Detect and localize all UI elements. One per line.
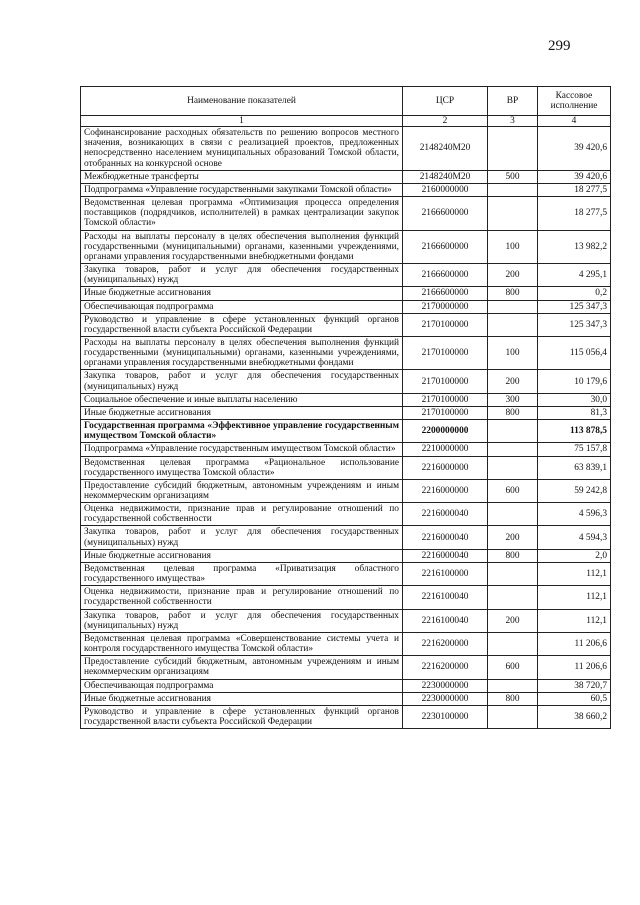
row-sum-cell: 0,2 (538, 287, 611, 300)
row-sum-cell: 10 179,6 (538, 370, 611, 393)
row-csr-cell: 2170100000 (403, 393, 488, 406)
row-csr-cell: 2200000000 (403, 420, 488, 443)
table-row (81, 393, 611, 406)
table-row (81, 264, 611, 287)
row-vr-cell (488, 503, 538, 526)
row-name-cell: Закупка товаров, работ и услуг для обеспечения государственных (муниципальных) нужд (81, 264, 403, 287)
row-sum-cell: 63 839,1 (538, 456, 611, 479)
row-sum-cell: 39 420,6 (538, 170, 611, 183)
row-vr-cell: 500 (488, 170, 538, 183)
table-row (81, 313, 611, 336)
header-cash-execution: Кассовое исполнение (538, 87, 611, 116)
row-sum-cell: 113 878,5 (538, 420, 611, 443)
table-row (81, 609, 611, 632)
row-csr-cell: 2166600000 (403, 264, 488, 287)
row-csr-cell: 2160000000 (403, 183, 488, 196)
row-vr-cell: 200 (488, 609, 538, 632)
row-name-cell: Подпрограмма «Управление государственными закупками Томской области» (81, 183, 403, 196)
row-name-cell: Ведомственная целевая программа «Приватизация областного государственного имущества» (81, 562, 403, 585)
row-name-cell: Иные бюджетные ассигнования (81, 692, 403, 705)
row-vr-cell (488, 679, 538, 692)
row-name-cell: Межбюджетные трансферты (81, 170, 403, 183)
col-number: 3 (488, 116, 538, 127)
row-vr-cell (488, 197, 538, 230)
table-row (81, 632, 611, 655)
header-csr: ЦСР (403, 87, 488, 116)
col-number: 2 (403, 116, 488, 127)
table-row (81, 526, 611, 549)
row-name-cell: Оценка недвижимости, признание прав и регулирование отношений по государственной собственности (81, 586, 403, 609)
row-vr-cell: 600 (488, 479, 538, 502)
row-vr-cell (488, 443, 538, 456)
table-body (81, 127, 611, 729)
row-csr-cell: 2210000000 (403, 443, 488, 456)
row-vr-cell: 200 (488, 264, 538, 287)
row-name-cell: Ведомственная целевая программа «Рациональное использование государственного имущества Томской области» (81, 456, 403, 479)
table-row (81, 406, 611, 419)
row-vr-cell (488, 420, 538, 443)
row-csr-cell: 2216100040 (403, 609, 488, 632)
table-row (81, 420, 611, 443)
row-vr-cell: 800 (488, 549, 538, 562)
row-sum-cell: 39 420,6 (538, 127, 611, 171)
col-number: 1 (81, 116, 403, 127)
row-name-cell: Расходы на выплаты персоналу в целях обеспечения выполнения функций государственными (муниципальными) органами, казенными учреждениями, органами управления государственными внебюджетными фондами (81, 336, 403, 369)
row-sum-cell: 115 056,4 (538, 336, 611, 369)
row-sum-cell: 38 720,7 (538, 679, 611, 692)
row-name-cell: Закупка товаров, работ и услуг для обеспечения государственных (муниципальных) нужд (81, 609, 403, 632)
row-sum-cell: 60,5 (538, 692, 611, 705)
row-sum-cell: 4 295,1 (538, 264, 611, 287)
row-name-cell: Руководство и управление в сфере установленных функций органов государственной власти субъекта Российской Федерации (81, 313, 403, 336)
row-csr-cell: 2170100000 (403, 370, 488, 393)
table-row (81, 692, 611, 705)
row-sum-cell: 125 347,3 (538, 300, 611, 313)
row-vr-cell: 200 (488, 526, 538, 549)
row-vr-cell: 800 (488, 692, 538, 705)
row-csr-cell: 2170100000 (403, 336, 488, 369)
row-vr-cell (488, 705, 538, 728)
table-row (81, 562, 611, 585)
row-csr-cell: 2216100000 (403, 562, 488, 585)
row-sum-cell: 30,0 (538, 393, 611, 406)
header-indicator-name: Наименование показателей (81, 87, 403, 116)
table-header-row (81, 87, 611, 116)
row-csr-cell: 2216000040 (403, 526, 488, 549)
row-name-cell: Обеспечивающая подпрограмма (81, 300, 403, 313)
row-vr-cell (488, 632, 538, 655)
row-sum-cell: 112,1 (538, 562, 611, 585)
row-csr-cell: 2170100000 (403, 406, 488, 419)
row-vr-cell (488, 127, 538, 171)
table-row (81, 586, 611, 609)
row-vr-cell (488, 562, 538, 585)
row-name-cell: Предоставление субсидий бюджетным, автономным учреждениям и иным некоммерческим организациям (81, 479, 403, 502)
row-sum-cell: 38 660,2 (538, 705, 611, 728)
row-sum-cell: 13 982,2 (538, 230, 611, 263)
row-csr-cell: 2166600000 (403, 287, 488, 300)
row-sum-cell: 4 594,3 (538, 526, 611, 549)
row-name-cell: Ведомственная целевая программа «Совершенствование системы учета и контроля государственного имущества Томской области» (81, 632, 403, 655)
row-sum-cell: 81,3 (538, 406, 611, 419)
row-csr-cell: 2230100000 (403, 705, 488, 728)
page-number: 299 (548, 38, 571, 54)
header-vr: ВР (488, 87, 538, 116)
row-name-cell: Расходы на выплаты персоналу в целях обеспечения выполнения функций государственными (муниципальными) органами, казенными учреждениями, органами управления государственными внебюджетными фондами (81, 230, 403, 263)
row-vr-cell: 800 (488, 406, 538, 419)
row-name-cell: Государственная программа «Эффективное управление государственным имуществом Томской области» (81, 420, 403, 443)
row-csr-cell: 2170100000 (403, 313, 488, 336)
row-csr-cell: 2216200000 (403, 656, 488, 679)
row-csr-cell: 2216000000 (403, 456, 488, 479)
table-row (81, 170, 611, 183)
row-sum-cell: 2,0 (538, 549, 611, 562)
row-vr-cell (488, 586, 538, 609)
row-name-cell: Иные бюджетные ассигнования (81, 406, 403, 419)
row-sum-cell: 59 242,8 (538, 479, 611, 502)
row-csr-cell: 2216000040 (403, 503, 488, 526)
row-name-cell: Иные бюджетные ассигнования (81, 287, 403, 300)
budget-execution-table (80, 86, 611, 729)
table-row (81, 127, 611, 171)
column-number-row (81, 116, 611, 127)
col-number: 4 (538, 116, 611, 127)
table-row (81, 679, 611, 692)
row-vr-cell: 200 (488, 370, 538, 393)
table-row (81, 549, 611, 562)
table-row (81, 370, 611, 393)
row-csr-cell: 2148240M20 (403, 127, 488, 171)
row-sum-cell: 75 157,8 (538, 443, 611, 456)
row-vr-cell: 800 (488, 287, 538, 300)
row-sum-cell: 11 206,6 (538, 632, 611, 655)
table-row (81, 456, 611, 479)
row-vr-cell: 100 (488, 336, 538, 369)
row-csr-cell: 2230000000 (403, 692, 488, 705)
row-sum-cell: 18 277,5 (538, 197, 611, 230)
row-sum-cell: 4 596,3 (538, 503, 611, 526)
table-row (81, 336, 611, 369)
row-csr-cell: 2148240M20 (403, 170, 488, 183)
table-row (81, 300, 611, 313)
row-name-cell: Оценка недвижимости, признание прав и регулирование отношений по государственной собственности (81, 503, 403, 526)
row-name-cell: Подпрограмма «Управление государственным имуществом Томской области» (81, 443, 403, 456)
row-csr-cell: 2166600000 (403, 230, 488, 263)
row-csr-cell: 2216200000 (403, 632, 488, 655)
table-row (81, 287, 611, 300)
row-csr-cell: 2170000000 (403, 300, 488, 313)
table-row (81, 705, 611, 728)
table-row (81, 230, 611, 263)
table-row (81, 656, 611, 679)
row-name-cell: Ведомственная целевая программа «Оптимизация процесса определения поставщиков (подрядчиков, исполнителей) в рамках централизации закупок Томской области» (81, 197, 403, 230)
row-sum-cell: 125 347,3 (538, 313, 611, 336)
row-name-cell: Софинансирование расходных обязательств по решению вопросов местного значения, возникающих в связи с реализацией проектов, предложенных непосредственно населением муниципальных образований Томской области, отобранных на конкурсной основе (81, 127, 403, 171)
row-vr-cell (488, 456, 538, 479)
table-row (81, 197, 611, 230)
row-vr-cell (488, 300, 538, 313)
row-sum-cell: 11 206,6 (538, 656, 611, 679)
row-sum-cell: 18 277,5 (538, 183, 611, 196)
table-row (81, 479, 611, 502)
row-name-cell: Обеспечивающая подпрограмма (81, 679, 403, 692)
row-name-cell: Предоставление субсидий бюджетным, автономным учреждениям и иным некоммерческим организациям (81, 656, 403, 679)
row-name-cell: Закупка товаров, работ и услуг для обеспечения государственных (муниципальных) нужд (81, 370, 403, 393)
row-vr-cell: 600 (488, 656, 538, 679)
row-csr-cell: 2230000000 (403, 679, 488, 692)
row-name-cell: Иные бюджетные ассигнования (81, 549, 403, 562)
row-vr-cell (488, 313, 538, 336)
row-vr-cell: 300 (488, 393, 538, 406)
row-csr-cell: 2216000040 (403, 549, 488, 562)
table-row (81, 503, 611, 526)
table-row (81, 183, 611, 196)
row-vr-cell (488, 183, 538, 196)
row-vr-cell: 100 (488, 230, 538, 263)
row-sum-cell: 112,1 (538, 586, 611, 609)
row-csr-cell: 2166600000 (403, 197, 488, 230)
row-name-cell: Руководство и управление в сфере установленных функций органов государственной власти субъекта Российской Федерации (81, 705, 403, 728)
row-name-cell: Закупка товаров, работ и услуг для обеспечения государственных (муниципальных) нужд (81, 526, 403, 549)
row-sum-cell: 112,1 (538, 609, 611, 632)
row-csr-cell: 2216100040 (403, 586, 488, 609)
table-row (81, 443, 611, 456)
row-csr-cell: 2216000000 (403, 479, 488, 502)
row-name-cell: Социальное обеспечение и иные выплаты населению (81, 393, 403, 406)
